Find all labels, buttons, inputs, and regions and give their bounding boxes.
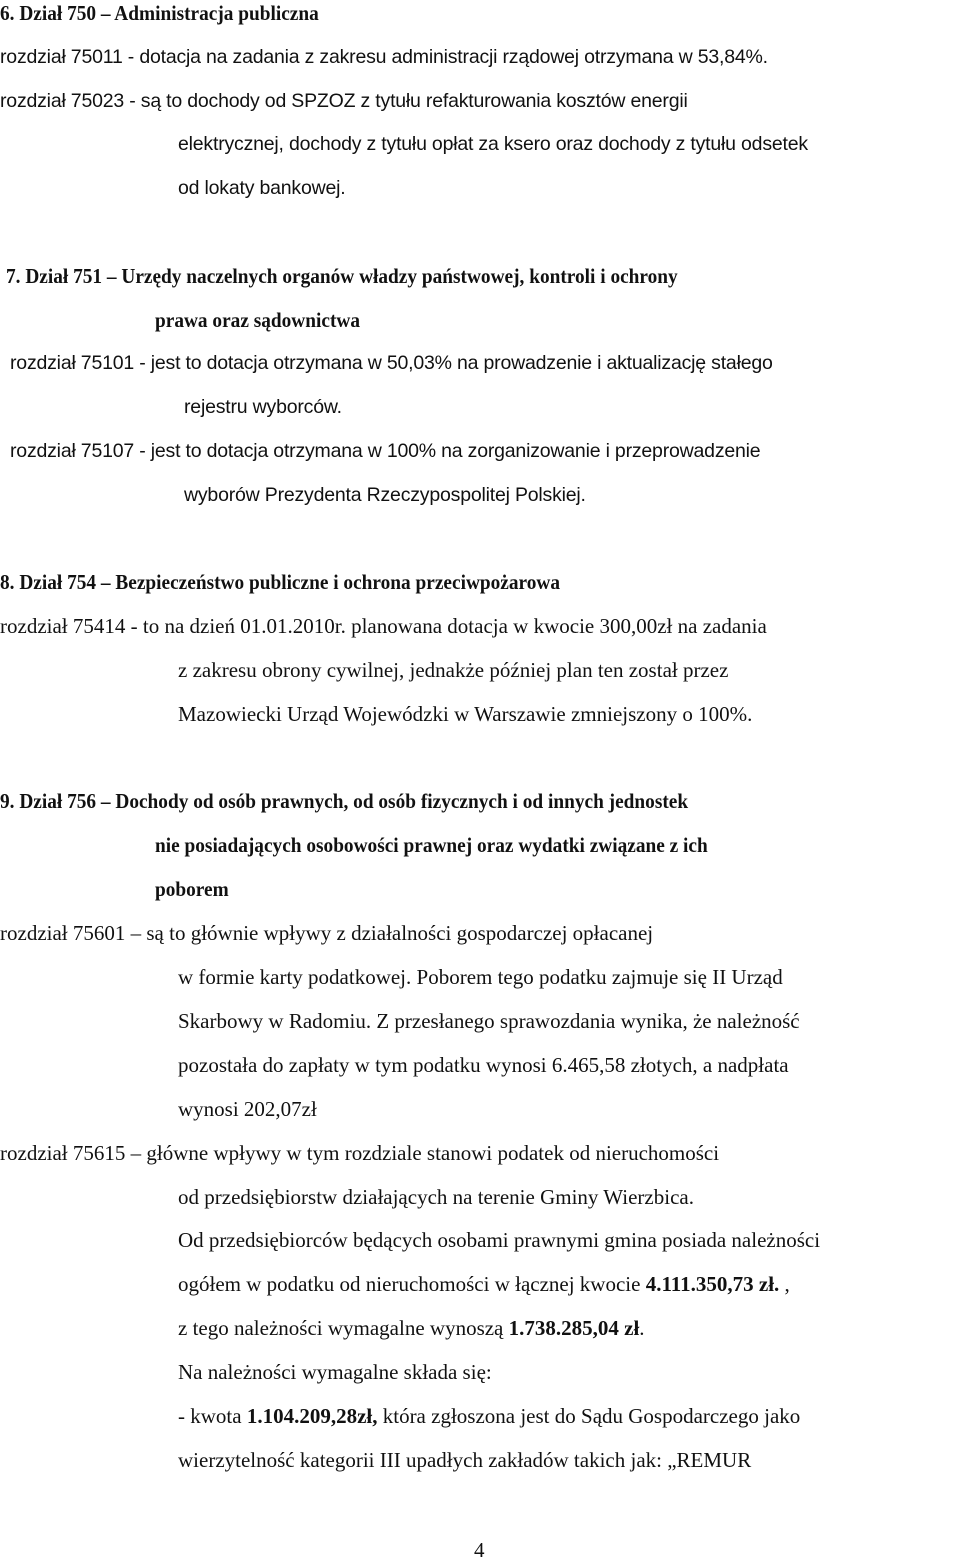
r75615-line-3: Od przedsiębiorców będących osobami prawnymi gmina posiada należności bbox=[178, 1228, 821, 1252]
section-7-heading-line-2: prawa oraz sądownictwa bbox=[155, 308, 361, 332]
r75615-line-5-text: z tego należności wymagalne wynoszą bbox=[178, 1316, 509, 1340]
r75414-line-3: Mazowiecki Urząd Wojewódzki w Warszawie zmniejszony o 100%. bbox=[178, 702, 753, 726]
r75615-line-8: wierzytelność kategorii III upadłych zakładów takich jak: „REMUR bbox=[178, 1448, 752, 1472]
total-receivables-amount: 4.111.350,73 zł. bbox=[645, 1272, 780, 1296]
r75414-line-1: rozdział 75414 - to na dzień 01.01.2010r. planowana dotacja w kwocie 300,00zł na zadania bbox=[0, 614, 767, 638]
r75615-line-1: rozdział 75615 – główne wpływy w tym rozdziale stanowi podatek od nieruchomości bbox=[0, 1141, 720, 1165]
r75011-text: rozdział 75011 - dotacja na zadania z zakresu administracji rządowej otrzymana w 53,84%. bbox=[0, 46, 768, 68]
r75615-line-5 bbox=[178, 1315, 645, 1341]
r75023-line-3: od lokaty bankowej. bbox=[178, 177, 346, 199]
r75601-line-2: w formie karty podatkowej. Poborem tego podatku zajmuje się II Urząd bbox=[178, 965, 783, 989]
page-number: 4 bbox=[474, 1538, 485, 1562]
r75615-line-6: Na należności wymagalne składa się: bbox=[178, 1360, 492, 1384]
r75023-line-2: elektrycznej, dochody z tytułu opłat za ksero oraz dochody z tytułu odsetek bbox=[178, 133, 808, 155]
r75615-line-4-text: ogółem w podatku od nieruchomości w łącznej kwocie bbox=[178, 1272, 646, 1296]
due-receivables-amount: 1.738.285,04 zł bbox=[508, 1316, 640, 1340]
section-9-heading-line-1: 9. Dział 756 – Dochody od osób prawnych, od osób fizycznych i od innych jednostek bbox=[0, 789, 689, 813]
r75615-line-7 bbox=[178, 1403, 800, 1429]
r75107-line-1: rozdział 75107 - jest to dotacja otrzymana w 100% na zorganizowanie i przeprowadzenie bbox=[10, 440, 761, 462]
section-9-heading-line-2: nie posiadających osobowości prawnej oraz wydatki związane z ich bbox=[155, 833, 708, 857]
r75615-line-4-tail: , bbox=[779, 1272, 790, 1296]
r75615-line-7-text: - kwota bbox=[178, 1404, 247, 1428]
r75023-line-1: rozdział 75023 - są to dochody od SPZOZ z tytułu refakturowania kosztów energii bbox=[0, 90, 688, 112]
r75107-line-2: wyborów Prezydenta Rzeczypospolitej Polskiej. bbox=[184, 484, 586, 506]
r75101-line-2: rejestru wyborców. bbox=[184, 396, 342, 418]
section-7-heading-line-1: 7. Dział 751 – Urzędy naczelnych organów władzy państwowej, kontroli i ochrony bbox=[6, 264, 678, 288]
r75615-line-4 bbox=[178, 1271, 790, 1297]
r75615-line-2: od przedsiębiorstw działających na terenie Gminy Wierzbica. bbox=[178, 1185, 694, 1209]
r75601-line-5: wynosi 202,07zł bbox=[178, 1097, 317, 1121]
r75101-line-1: rozdział 75101 - jest to dotacja otrzymana w 50,03% na prowadzenie i aktualizację stałego bbox=[10, 352, 773, 374]
section-8-heading: 8. Dział 754 – Bezpieczeństwo publiczne i ochrona przeciwpożarowa bbox=[0, 570, 561, 594]
section-9-heading-line-3: poborem bbox=[155, 877, 229, 901]
r75615-line-5-tail: . bbox=[639, 1316, 645, 1340]
r75601-line-1: rozdział 75601 – są to głównie wpływy z działalności gospodarczej opłacanej bbox=[0, 921, 654, 945]
r75601-line-4: pozostała do zapłaty w tym podatku wynosi 6.465,58 złotych, a nadpłata bbox=[178, 1053, 789, 1077]
section-6-heading: 6. Dział 750 – Administracja publiczna bbox=[0, 1, 319, 25]
r75601-line-3: Skarbowy w Radomiu. Z przesłanego sprawozdania wynika, że należność bbox=[178, 1009, 800, 1033]
court-claim-amount: 1.104.209,28zł, bbox=[246, 1404, 378, 1428]
r75414-line-2: z zakresu obrony cywilnej, jednakże później plan ten został przez bbox=[178, 658, 729, 682]
r75615-line-7-tail: która zgłoszona jest do Sądu Gospodarczego jako bbox=[377, 1404, 801, 1428]
